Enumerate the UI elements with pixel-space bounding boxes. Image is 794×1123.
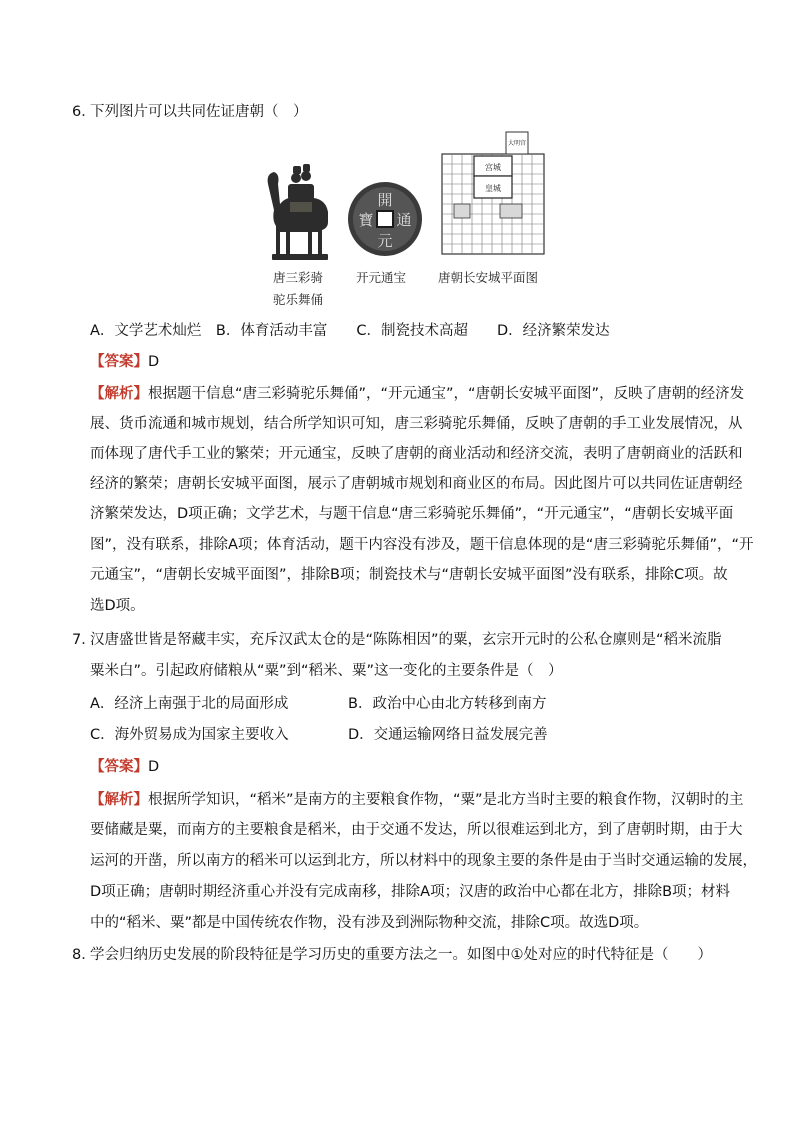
q7-answer-tag: 【答案】 bbox=[90, 759, 148, 775]
coin-char-left: 寶 bbox=[358, 211, 374, 229]
map-label-imperial-city: 皇城 bbox=[485, 184, 501, 193]
q7-stem-line-2: 粟米白”。引起政府储粮从“粟”到“稻米、粟”这一变化的主要条件是（ ） bbox=[90, 663, 563, 679]
q7-option-c: C．海外贸易成为国家主要收入 bbox=[90, 727, 289, 743]
q7-stem-line-1: 汉唐盛世皆是帑藏丰实，充斥汉武太仓的是“陈陈相因”的粟，玄宗开元时的公私仓廪则是“稻米流脂 bbox=[90, 632, 722, 648]
q6-answer-row bbox=[90, 352, 159, 372]
q6-analysis-tag: 【解析】 bbox=[90, 386, 148, 402]
coin-char-bottom: 元 bbox=[377, 232, 393, 250]
q6-stem: 下列图片可以共同佐证唐朝（ ） bbox=[90, 104, 308, 120]
q6-analysis-text-1: 根据题干信息“唐三彩骑驼乐舞俑”，“开元通宝”，“唐朝长安城平面图”，反映了唐朝的经济发 bbox=[148, 386, 745, 402]
q6-analysis-line-7: 元通宝”，“唐朝长安城平面图”，排除B项；制瓷技术与“唐朝长安城平面图”没有联系，排除C项。故 bbox=[90, 567, 728, 583]
q7-option-b: B．政治中心由北方转移到南方 bbox=[348, 696, 547, 712]
q7-answer-row bbox=[90, 757, 159, 777]
q6-analysis-line-8: 选D项。 bbox=[90, 598, 145, 614]
q7-analysis-text-1: 根据所学知识，“稻米”是南方的主要粮食作物，“粟”是北方当时主要的粮食作物，汉朝时的主 bbox=[148, 792, 744, 808]
q7-analysis-line-4: D项正确；唐朝时期经济重心并没有完成南移，排除A项；汉唐的政治中心都在北方，排除B项；材料 bbox=[90, 884, 731, 900]
coin-char-top: 開 bbox=[377, 191, 393, 209]
q7-number: 7． bbox=[72, 632, 96, 648]
camel-caption-line2: 驼乐舞俑 bbox=[273, 292, 324, 307]
q6-answer-value: D bbox=[148, 354, 160, 370]
q7-analysis-line-2: 要储藏是粟，而南方的主要粮食是稻米，由于交通不发达，所以很难运到北方，到了唐朝时期，由于大 bbox=[90, 822, 743, 838]
coin-image bbox=[346, 180, 424, 258]
map-caption: 唐朝长安城平面图 bbox=[438, 270, 539, 285]
camel-figurine-image bbox=[262, 162, 336, 266]
q6-analysis-line-6: 图”，没有联系，排除A项；体育活动，题干内容没有涉及，题干信息体现的是“唐三彩骑驼乐舞俑”，“开 bbox=[90, 537, 754, 553]
map-label-palace-city: 宫城 bbox=[485, 163, 501, 172]
q7-analysis-line-1 bbox=[90, 790, 744, 810]
coin-caption: 开元通宝 bbox=[356, 270, 407, 285]
q6-analysis-line-1 bbox=[90, 384, 744, 404]
q6-analysis-line-5: 济繁荣发达，D项正确；文学艺术，与题干信息“唐三彩骑驼乐舞俑”，“开元通宝”，“唐朝长安城平面 bbox=[90, 506, 734, 522]
q6-analysis-line-2: 展、货币流通和城市规划，结合所学知识可知，唐三彩骑驼乐舞俑，反映了唐朝的手工业发展情况，从 bbox=[90, 416, 743, 432]
q6-analysis-line-3: 而体现了唐代手工业的繁荣；开元通宝，反映了唐朝的商业活动和经济交流，表明了唐朝商业的活跃和 bbox=[90, 446, 743, 462]
map-label-daming-palace: 大明宫 bbox=[507, 140, 527, 147]
q8-stem: 学会归纳历史发展的阶段特征是学习历史的重要方法之一。如图中①处对应的时代特征是（ ） bbox=[90, 947, 712, 963]
q8-number: 8． bbox=[72, 947, 96, 963]
q7-option-a: A．经济上南强于北的局面形成 bbox=[90, 696, 289, 712]
q6-analysis-line-4: 经济的繁荣；唐朝长安城平面图，展示了唐朝城市规划和商业区的布局。因此图片可以共同佐证唐朝经 bbox=[90, 476, 743, 492]
camel-caption-line1: 唐三彩骑 bbox=[273, 270, 324, 285]
changan-map-image bbox=[436, 128, 552, 262]
q7-answer-value: D bbox=[148, 759, 160, 775]
q7-option-d: D．交通运输网络日益发展完善 bbox=[348, 727, 548, 743]
q7-analysis-tag: 【解析】 bbox=[90, 792, 148, 808]
q6-number: 6． bbox=[72, 104, 96, 120]
q7-analysis-line-5: 中的“稻米、粟”都是中国传统农作物，没有涉及到洲际物种交流，排除C项。故选D项。 bbox=[90, 915, 649, 931]
q6-answer-tag: 【答案】 bbox=[90, 354, 148, 370]
q7-analysis-line-3: 运河的开凿，所以南方的稻米可以运到北方，所以材料中的现象主要的条件是由于当时交通运输的发展， bbox=[90, 853, 757, 869]
q6-options: A．文学艺术灿烂 B．体育活动丰富 C．制瓷技术高超 D．经济繁荣发达 bbox=[90, 323, 610, 339]
coin-char-right: 通 bbox=[396, 211, 412, 229]
